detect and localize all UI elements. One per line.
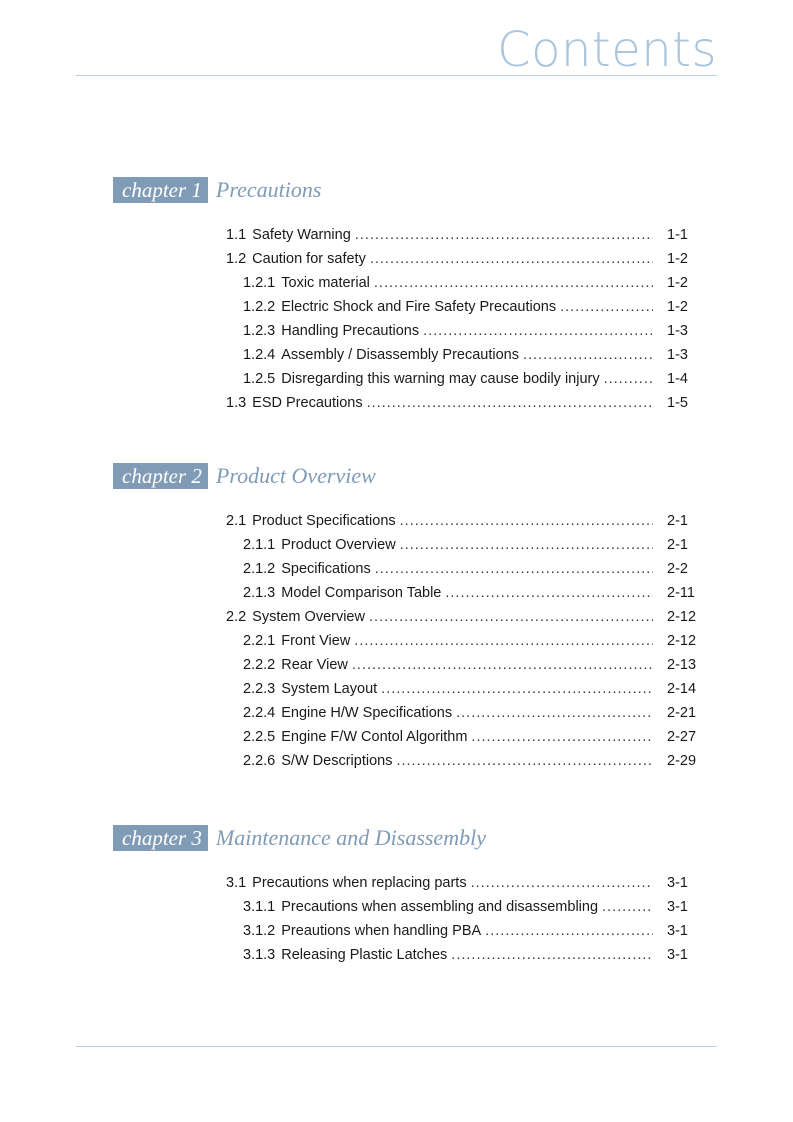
toc-entry[interactable] bbox=[243, 321, 713, 341]
toc-entry[interactable] bbox=[226, 393, 713, 413]
toc-entry[interactable] bbox=[243, 369, 713, 389]
toc-leader-dots bbox=[355, 225, 653, 245]
toc-leader-dots bbox=[423, 321, 653, 341]
toc-entry[interactable] bbox=[243, 679, 713, 699]
toc-entry[interactable] bbox=[243, 273, 713, 293]
toc-entry-number: 2.2.2 bbox=[243, 657, 276, 673]
toc-entry-number: 1.2.2 bbox=[243, 299, 276, 315]
toc-entry-number: 1.2.5 bbox=[243, 371, 276, 387]
toc-entry-title: Front View bbox=[281, 633, 351, 649]
toc-entry-number: 1.2.3 bbox=[243, 323, 276, 339]
toc-entry-title: Handling Precautions bbox=[281, 323, 420, 339]
toc-entry-number: 1.2.1 bbox=[243, 275, 276, 291]
chapter-title: Product Overview bbox=[215, 463, 376, 488]
toc-entry-page: 3-1 bbox=[667, 899, 688, 915]
toc-entry-title: Safety Warning bbox=[252, 227, 351, 243]
toc-leader-dots bbox=[456, 703, 653, 723]
toc-entry-page: 1-4 bbox=[667, 371, 688, 387]
toc-entry[interactable] bbox=[243, 631, 713, 651]
toc-leader-dots bbox=[367, 393, 653, 413]
toc-entry[interactable] bbox=[243, 345, 713, 365]
toc-entry-title: Specifications bbox=[281, 561, 371, 577]
toc-leader-dots bbox=[396, 751, 653, 771]
toc-entry[interactable] bbox=[226, 607, 713, 627]
toc-leader-dots bbox=[471, 873, 653, 893]
toc-entry-title: Assembly / Disassembly Precautions bbox=[281, 347, 519, 363]
toc-entry-page: 1-2 bbox=[667, 251, 688, 267]
toc-entry-number: 1.1 bbox=[226, 227, 247, 243]
chapter-label: chapter 3 bbox=[113, 825, 208, 851]
toc-entry-title: System Overview bbox=[252, 609, 365, 625]
toc-entry-page: 1-5 bbox=[667, 395, 688, 411]
toc-entry-title: S/W Descriptions bbox=[281, 753, 393, 769]
chapter-heading bbox=[113, 825, 486, 851]
page-title: Contents bbox=[497, 22, 717, 78]
toc-leader-dots bbox=[374, 273, 653, 293]
toc-leader-dots bbox=[602, 897, 653, 917]
toc-entry-number: 3.1.1 bbox=[243, 899, 276, 915]
toc-entry-page: 1-2 bbox=[667, 299, 688, 315]
toc-entry-page: 2-11 bbox=[667, 585, 695, 601]
toc-entry[interactable] bbox=[226, 249, 713, 269]
toc-entry-title: Toxic material bbox=[281, 275, 370, 291]
toc-entry-page: 1-3 bbox=[667, 347, 688, 363]
toc-entry-page: 2-2 bbox=[667, 561, 688, 577]
toc-entry-number: 2.2.1 bbox=[243, 633, 276, 649]
toc-leader-dots bbox=[352, 655, 653, 675]
footer-divider bbox=[76, 1046, 717, 1047]
toc-entry-page: 1-1 bbox=[667, 227, 688, 243]
toc-leader-dots bbox=[523, 345, 653, 365]
toc-leader-dots bbox=[375, 559, 653, 579]
toc-entry-title: Precautions when assembling and disassembling bbox=[281, 899, 599, 915]
toc-entry[interactable] bbox=[243, 727, 713, 747]
toc-entry-title: Caution for safety bbox=[252, 251, 366, 267]
toc-entry-number: 2.1.1 bbox=[243, 537, 276, 553]
toc-entry-number: 3.1.2 bbox=[243, 923, 276, 939]
toc-entry[interactable] bbox=[243, 583, 713, 603]
toc-entry-page: 3-1 bbox=[667, 947, 688, 963]
toc-entry-page: 2-1 bbox=[667, 513, 688, 529]
toc-leader-dots bbox=[560, 297, 653, 317]
toc-entry-number: 2.1 bbox=[226, 513, 247, 529]
toc-entry[interactable] bbox=[243, 535, 713, 555]
toc-entry-title: Rear View bbox=[281, 657, 348, 673]
toc-entry-page: 2-29 bbox=[667, 753, 697, 769]
toc-entry[interactable] bbox=[243, 703, 713, 723]
toc-entry-title: Preautions when handling PBA bbox=[281, 923, 482, 939]
toc-entry-title: Engine F/W Contol Algorithm bbox=[281, 729, 468, 745]
toc-entry-title: Model Comparison Table bbox=[281, 585, 442, 601]
toc-entry[interactable] bbox=[243, 945, 713, 965]
toc-entry-number: 1.3 bbox=[226, 395, 247, 411]
toc-leader-dots bbox=[445, 583, 653, 603]
toc-entry-number: 1.2.4 bbox=[243, 347, 276, 363]
chapter-heading bbox=[113, 463, 376, 489]
header-divider bbox=[76, 75, 717, 76]
toc-entry[interactable] bbox=[243, 921, 713, 941]
toc-leader-dots bbox=[471, 727, 653, 747]
toc-entry-page: 2-13 bbox=[667, 657, 697, 673]
toc-leader-dots bbox=[485, 921, 653, 941]
toc-leader-dots bbox=[369, 607, 653, 627]
toc-entry-title: Product Overview bbox=[281, 537, 396, 553]
toc-leader-dots bbox=[451, 945, 653, 965]
toc-entry-number: 2.2 bbox=[226, 609, 247, 625]
toc-entry-number: 2.2.5 bbox=[243, 729, 276, 745]
chapter-label: chapter 2 bbox=[113, 463, 208, 489]
toc-entry-number: 3.1.3 bbox=[243, 947, 276, 963]
chapter-label: chapter 1 bbox=[113, 177, 208, 203]
toc-entry-title: Electric Shock and Fire Safety Precautions bbox=[281, 299, 557, 315]
toc-entry-page: 2-21 bbox=[667, 705, 697, 721]
toc-entry-page: 2-12 bbox=[667, 609, 697, 625]
chapter-heading bbox=[113, 177, 321, 203]
toc-entry-title: Product Specifications bbox=[252, 513, 396, 529]
toc-leader-dots bbox=[400, 511, 653, 531]
toc-entry[interactable] bbox=[243, 751, 713, 771]
toc-entry-page: 3-1 bbox=[667, 875, 688, 891]
toc-leader-dots bbox=[604, 369, 653, 389]
toc-entry[interactable] bbox=[243, 559, 713, 579]
toc-entry-number: 1.2 bbox=[226, 251, 247, 267]
toc-entry[interactable] bbox=[243, 297, 713, 317]
toc-entry[interactable] bbox=[226, 511, 713, 531]
chapter-title: Precautions bbox=[215, 177, 322, 202]
toc-entry-title: Releasing Plastic Latches bbox=[281, 947, 448, 963]
toc-entry-number: 2.1.2 bbox=[243, 561, 276, 577]
toc-entry-title: Engine H/W Specifications bbox=[281, 705, 453, 721]
toc-entry-title: Disregarding this warning may cause bodily injury bbox=[281, 371, 600, 387]
toc-entry[interactable] bbox=[226, 873, 713, 893]
toc-leader-dots bbox=[400, 535, 653, 555]
toc-entry-page: 1-2 bbox=[667, 275, 688, 291]
toc-entry-number: 3.1 bbox=[226, 875, 247, 891]
toc-entry-title: Precautions when replacing parts bbox=[252, 875, 467, 891]
toc-entry-title: ESD Precautions bbox=[252, 395, 363, 411]
toc-leader-dots bbox=[370, 249, 653, 269]
toc-entry-number: 2.1.3 bbox=[243, 585, 276, 601]
toc-leader-dots bbox=[381, 679, 653, 699]
chapter-title: Maintenance and Disassembly bbox=[215, 825, 486, 850]
toc-entry-page: 2-14 bbox=[667, 681, 697, 697]
toc-entry-page: 2-12 bbox=[667, 633, 697, 649]
toc-entry-page: 2-1 bbox=[667, 537, 688, 553]
toc-entry-title: System Layout bbox=[281, 681, 378, 697]
toc-entry-page: 2-27 bbox=[667, 729, 697, 745]
toc-entry[interactable] bbox=[243, 655, 713, 675]
toc-entry[interactable] bbox=[243, 897, 713, 917]
toc-entry[interactable] bbox=[226, 225, 713, 245]
toc-entry-page: 1-3 bbox=[667, 323, 688, 339]
toc-entry-number: 2.2.6 bbox=[243, 753, 276, 769]
toc-entry-number: 2.2.4 bbox=[243, 705, 276, 721]
toc-entry-number: 2.2.3 bbox=[243, 681, 276, 697]
toc-entry-page: 3-1 bbox=[667, 923, 688, 939]
toc-leader-dots bbox=[354, 631, 653, 651]
